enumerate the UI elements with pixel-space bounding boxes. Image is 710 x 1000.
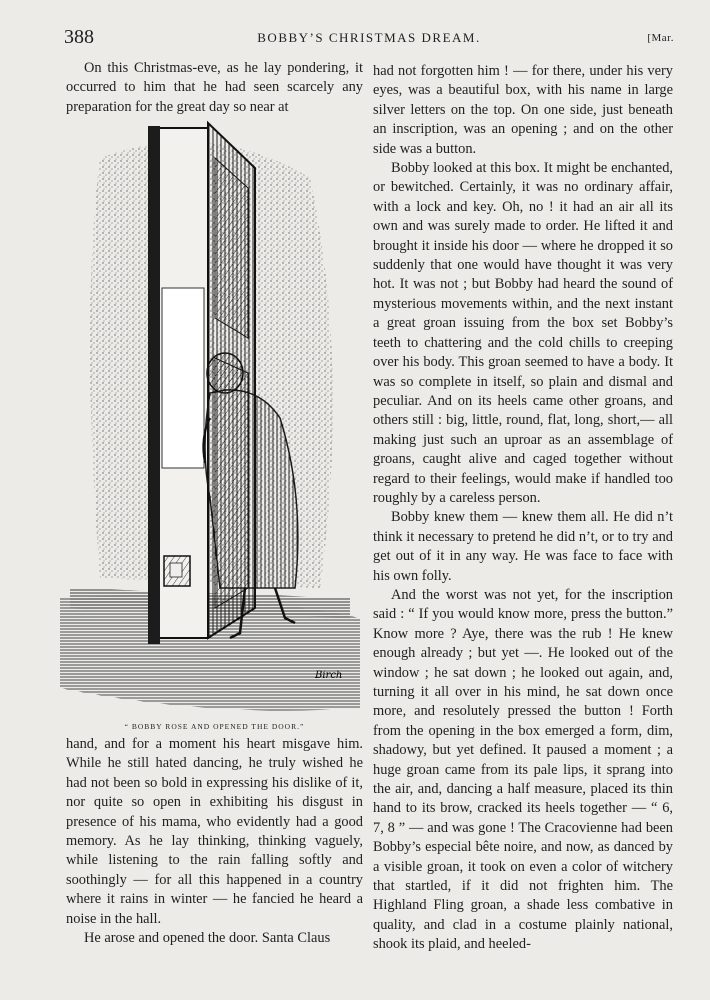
- paragraph: He arose and opened the door. Santa Claus: [84, 930, 331, 947]
- paragraph: hand, and for a moment his heart misgave him. While he still hated dancing, he truly wished he had not been so bold in expressing his dislike of it, nor quite so open in exhibiting his disgust in presence of his mama, who evidently had a good memory. As he lay thinking, thinking vaguely, while listening to the rain falling softly and soothingly — for all this happened in a country where it rains in winter — he fancied he heard a noise in the hall.: [66, 736, 363, 927]
- door-illustration: [60, 118, 360, 718]
- illustrator-signature: Birch: [315, 670, 343, 681]
- paragraph: On this Christmas-eve, as he lay pondering, it occurred to him that he had seen scarcely any preparation for the great day so near at: [66, 60, 363, 115]
- paragraph: Bobby looked at this box. It might be enchanted, or bewitched. Certainly, it was no ordinary affair, with a lock and key. Oh, no ! it had an air all its own and was surely made to order. He lifted it and brought it inside his door — where he dropped it so suddenly that one would have thought it was very hot. It was not ; but Bobby had heard the sound of mysterious movements within, and the next instant a great groan issuing from the box set Bobby’s teeth to chattering and the cold chills to creeping over his body. This groan seemed to have a body. It was so complete in itself, so plain and dismal and peculiar. And on its heels came other groans, and others still : big, little, round, flat, long, short,— all making just such an uproar as an assemblage of groans, caught alive and caged together without regard to their feelings, would make if handled too roughly by a careless person.: [373, 160, 673, 506]
- paragraph: And the worst was not yet, for the inscription said : “ If you would know more, press the button.” Know more ? Aye, there was the rub ! He knew enough already ; but yet —. He looked out of the window ; he sat down ; he looked out again, and, turning it all over in his mind, he sat down once more, and resolutely pressed the button ! Forth from the opening in the box emerged a form, dim, shadowy, but yet defined. It paused a moment ; a huge groan came from its pale lips, it sprang into the air, and, dancing a half measure, placed its thin hand to its brow, cracked its heels together — “ 6, 7, 8 ” — and was gone ! The Cracovienne had been Bobby’s especial bête noire, and now, as danced by a visible groan, it took on even a color of witchery that startled, if it did not frighten him. The Highland Fling groan, a shade less combative in quality, and clad in a costume plainly national, shook its plaid, and heeled-: [373, 586, 673, 953]
- left-column-bottom: [66, 735, 363, 948]
- paragraph: Bobby knew them — knew them all. He did n’t think it necessary to pretend he did n’t, or to try and get out of it in any way. He was face to face with his own folly.: [373, 509, 673, 584]
- paragraph: had not forgotten him ! — for there, under his very eyes, was a beautiful box, with his name in large silver letters on the top. On one side, just beneath an inscription, was an opening ; and on the other side was a button.: [373, 63, 673, 157]
- figure-caption: “ BOBBY ROSE AND OPENED THE DOOR.”: [124, 722, 305, 731]
- left-column-top: [66, 59, 363, 117]
- illustration: [60, 118, 360, 718]
- issue-month: [Mar.: [647, 32, 674, 44]
- running-title: BOBBY’S CHRISTMAS DREAM.: [257, 30, 481, 45]
- page-number: 388: [64, 26, 94, 48]
- right-column: [373, 62, 673, 955]
- page-header: [64, 26, 674, 48]
